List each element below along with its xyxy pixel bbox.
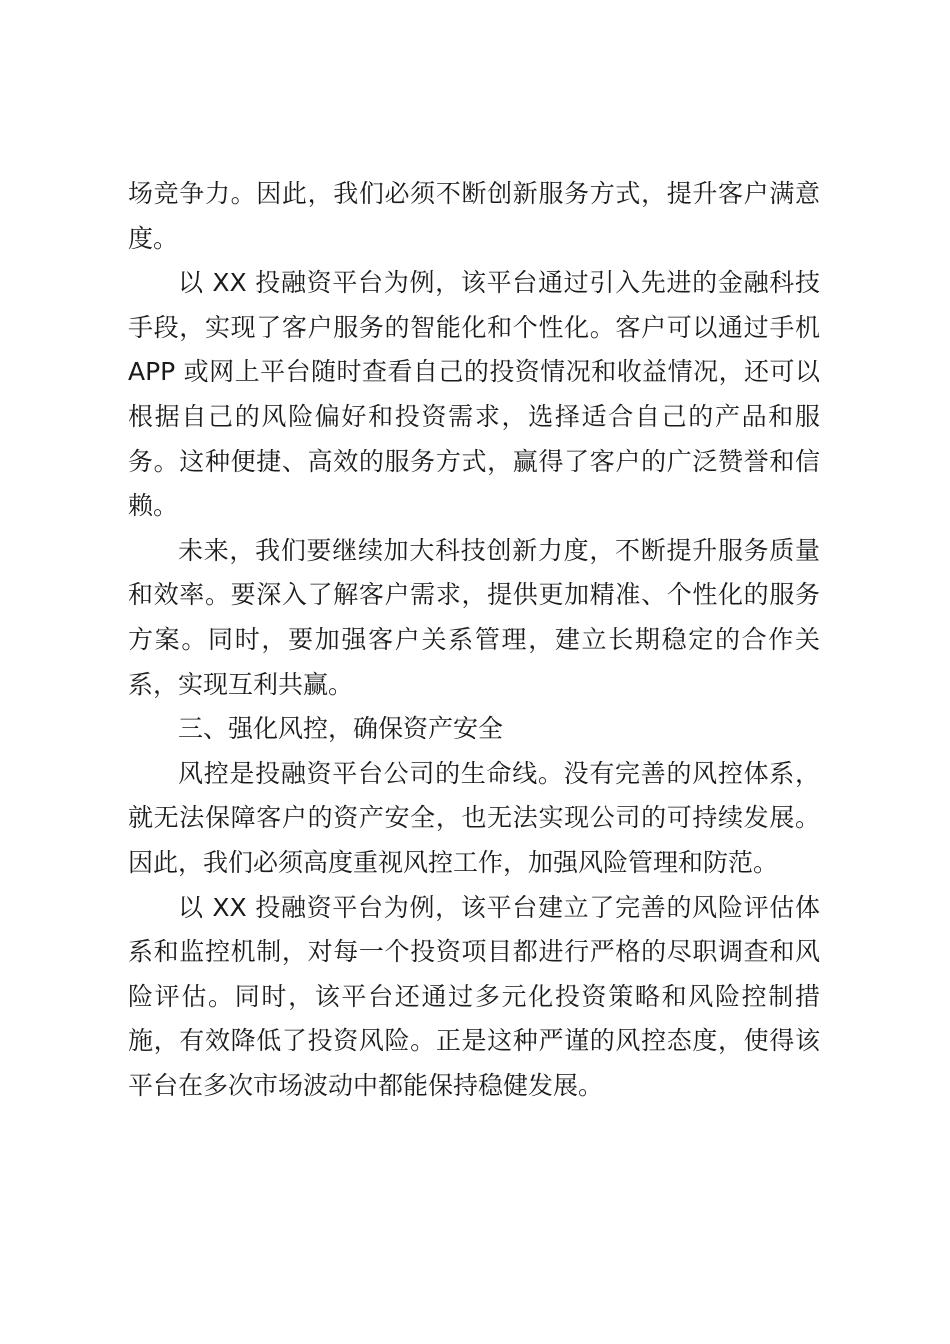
paragraph-platform-risk-example: 以 XX 投融资平台为例，该平台建立了完善的风险评估体系和监控机制，对每一个投资项目都进行严格的尽职调查和风险评估。同时，该平台还通过多元化投资策略和风险控制措施，有效降低了投资风险。正是这种严谨的风控态度，使得该平台在多次市场波动中都能保持稳健发展。 bbox=[128, 892, 820, 1100]
document-body bbox=[128, 172, 820, 1108]
paragraph-continued-conclusion: 场竞争力。因此，我们必须不断创新服务方式，提升客户满意度。 bbox=[128, 179, 820, 253]
paragraph-platform-service-example: 以 XX 投融资平台为例，该平台通过引入先进的金融科技手段，实现了客户服务的智能化和个性化。客户可以通过手机 APP 或网上平台随时查看自己的投资情况和收益情况，还可以根据自己的风险偏好和投资需求，选择适合自己的产品和服务。这种便捷、高效的服务方式，赢得了客户的广泛赞誉和信赖。 bbox=[128, 268, 820, 521]
paragraph-risk-control-lifeline: 风控是投融资平台公司的生命线。没有完善的风控体系，就无法保障客户的资产安全，也无法实现公司的可持续发展。因此，我们必须高度重视风控工作，加强风险管理和防范。 bbox=[128, 758, 820, 877]
section-heading-risk-control: 三、强化风控，确保资产安全 bbox=[178, 714, 504, 744]
paragraph-future-plan: 未来，我们要继续加大科技创新力度，不断提升服务质量和效率。要深入了解客户需求，提供更加精准、个性化的服务方案。同时，要加强客户关系管理，建立长期稳定的合作关系，实现互利共赢。 bbox=[128, 535, 820, 699]
